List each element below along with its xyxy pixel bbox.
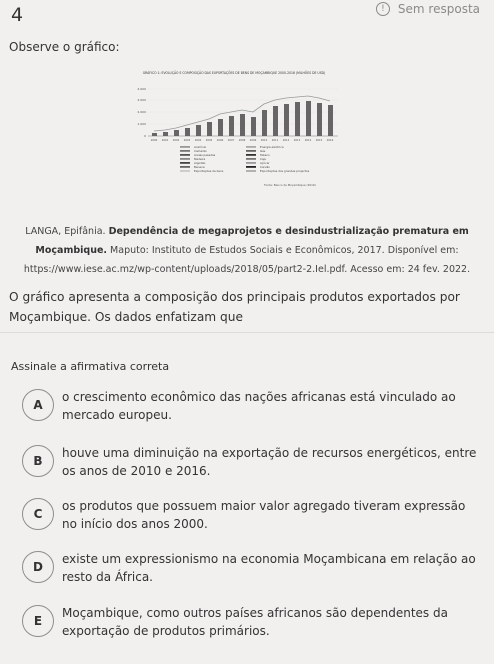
y-tick: 4.000 (137, 87, 146, 91)
x-tick: 2003 (183, 139, 191, 142)
answer-status (376, 2, 480, 16)
option-e[interactable] (22, 604, 482, 640)
x-tick: 2016 (326, 139, 334, 142)
option-letter: A (22, 389, 54, 421)
credit-title: Dependência de megaprojetos e desindustrialização prematura em (108, 226, 469, 237)
legend-item: Gás (260, 149, 266, 153)
question-number: 4 (11, 4, 24, 26)
x-tick: 2012 (282, 139, 290, 142)
legend-item: Açúcar (260, 161, 270, 165)
option-text: existe um expressionismo na economia Moçambicana em relação ao resto da África. (62, 552, 476, 584)
divider (0, 332, 494, 333)
legend-item: Camarão (194, 149, 207, 153)
source-credit (6, 222, 488, 279)
option-d[interactable] (22, 550, 482, 586)
legend-item: Tabaco (260, 153, 270, 157)
chart-source: Fonte: Banco de Moçambique (2016) (264, 183, 316, 187)
legend-item: Madeira (194, 157, 206, 161)
x-tick: 2015 (315, 139, 323, 142)
option-text: houve uma diminuição na exportação de recursos energéticos, entre os anos de 2010 e 2016. (62, 446, 477, 478)
alert-icon: ! (376, 2, 390, 16)
option-text: o crescimento econômico das nações africanas está vinculado ao mercado europeu. (62, 390, 456, 422)
x-tick: 2004 (194, 139, 202, 142)
y-axis-ticks (137, 87, 146, 138)
x-tick: 2013 (293, 139, 301, 142)
y-tick: 1.000 (137, 122, 146, 126)
x-tick: 2008 (238, 139, 246, 142)
legend-item: Caju (260, 157, 267, 161)
option-text: os produtos que possuem maior valor agregado tiveram expressão no início dos anos 2000. (62, 499, 466, 531)
legend-item: Alumínio (194, 145, 207, 149)
credit-url: https://www.iese.ac.mz/wp-content/uploads/2018/05/part2-2.Iel.pdf. Acesso em: 24 fev. 2022. (23, 264, 471, 275)
question-body: O gráfico apresenta a composição dos principais produtos exportados por Moçambique. Os dados enfatizam que (9, 290, 460, 324)
legend-item: Banana (194, 165, 205, 169)
x-tick: 2010 (260, 139, 268, 142)
option-letter: E (22, 605, 54, 637)
legend-item: Areias pesadas (194, 153, 216, 157)
x-tick: 2014 (304, 139, 312, 142)
legend (180, 145, 310, 173)
option-a[interactable] (22, 388, 482, 424)
x-tick: 2007 (227, 139, 235, 142)
x-tick: 2006 (216, 139, 224, 142)
y-tick: 3.000 (137, 98, 146, 102)
x-tick: 2001 (161, 139, 169, 142)
legend-item: Exportações dos grandes projectos (260, 169, 310, 173)
x-tick: 2000 (150, 139, 158, 142)
export-chart (118, 64, 350, 199)
legend-item: Exportações de bens (194, 169, 224, 173)
y-tick: 0 (144, 134, 146, 138)
x-axis-ticks (151, 138, 334, 142)
x-tick: 2005 (205, 139, 213, 142)
option-text: Moçambique, como outros países africanos são dependentes da exportação de produtos primários. (62, 606, 448, 638)
option-letter: C (22, 498, 54, 530)
bars (152, 101, 333, 136)
status-label: Sem resposta (397, 2, 480, 16)
export-chart-figure (118, 64, 350, 199)
credit-publisher: Maputo: Instituto de Estudos Sociais e Econômicos, 2017. Disponível em: (110, 245, 459, 256)
x-tick: 2002 (172, 139, 180, 142)
option-letter: D (22, 551, 54, 583)
x-tick: 2011 (271, 139, 279, 142)
y-tick: 2.000 (137, 110, 146, 114)
instruction: Assinale a afirmativa correta (11, 360, 170, 373)
legend-item: Algodão (194, 161, 206, 165)
option-b[interactable] (22, 444, 482, 480)
x-tick: 2009 (249, 139, 257, 142)
chart-title: GRÁFICO 1: EVOLUÇÃO E COMPOSIÇÃO DAS EXPORTAÇÕES DE BENS DE MOÇAMBIQUE 2000-2016 (MILHÕES DE USD) (142, 71, 326, 75)
legend-item: Carvão (260, 165, 270, 169)
option-c[interactable] (22, 497, 482, 533)
question-prompt: Observe o gráfico: (9, 40, 120, 54)
option-letter: B (22, 445, 54, 477)
legend-item: Energia eléctrica (260, 145, 284, 149)
credit-author: LANGA, Epifânia. (25, 226, 106, 237)
credit-title-end: Moçambique. (35, 245, 108, 256)
